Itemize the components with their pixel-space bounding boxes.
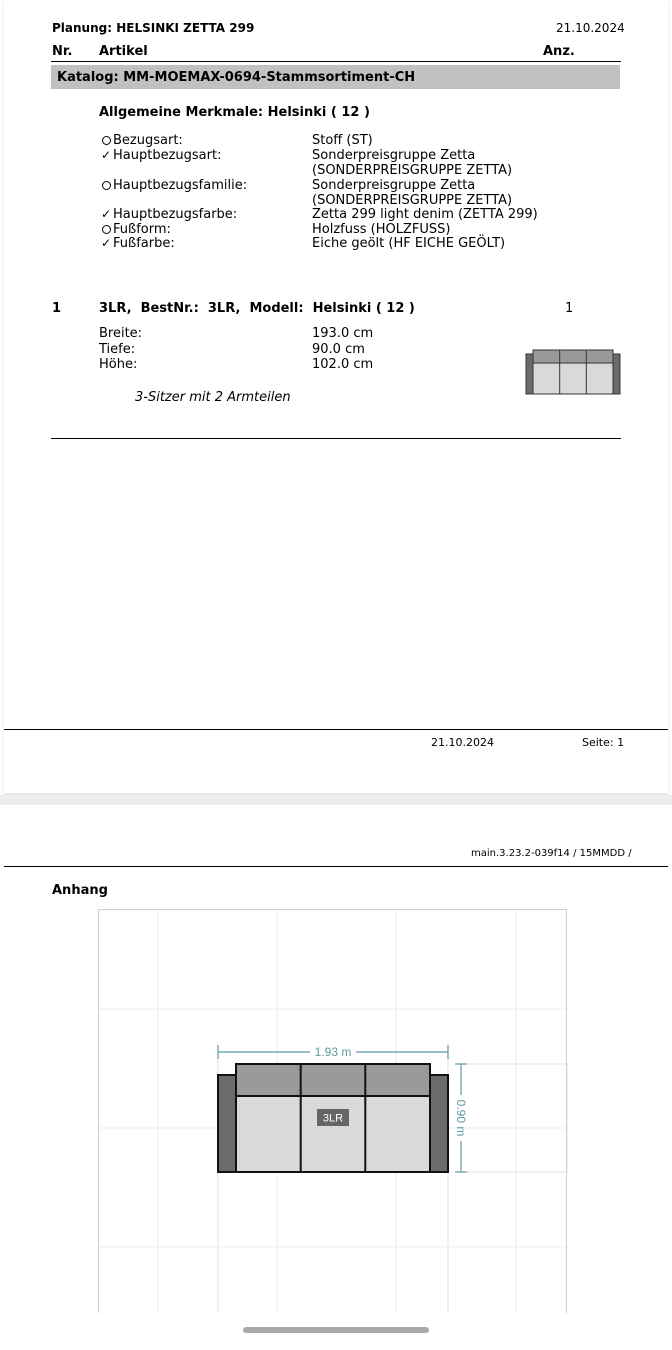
feature-value: Holzfuss (HOLZFUSS) [312, 222, 451, 237]
item-number: 1 [52, 301, 62, 316]
item-separator [51, 438, 621, 439]
feature-value: Stoff (ST) [312, 133, 373, 148]
column-anz: Anz. [543, 44, 575, 59]
header-date: 21.10.2024 [556, 21, 625, 35]
item-title: 3LR, BestNr.: 3LR, Modell: Helsinki ( 12 ) [99, 301, 415, 316]
feature-value-line2: (SONDERPREISGRUPPE ZETTA) [312, 193, 513, 208]
item-description: 3-Sitzer mit 2 Armteilen [135, 390, 291, 405]
feature-value: Sonderpreisgruppe Zetta [312, 148, 476, 163]
dim-label-hoehe: Höhe: [99, 357, 138, 372]
feature-fussform: Fußform: [99, 222, 171, 237]
attachment-heading: Anhang [52, 883, 108, 898]
feature-value-line2: (SONDERPREISGRUPPE ZETTA) [312, 163, 513, 178]
dim-label-breite: Breite: [99, 326, 143, 341]
dim-value-hoehe: 102.0 cm [312, 357, 374, 372]
sofa-label: 3LR [322, 1112, 344, 1125]
feature-fussfarbe: ✓ Fußfarbe: [100, 236, 175, 251]
feature-value: Zetta 299 light denim (ZETTA 299) [312, 207, 538, 222]
column-artikel: Artikel [99, 44, 148, 59]
footer-rule [4, 729, 668, 730]
floor-plan-drawing [98, 909, 568, 1313]
checkmark-icon: ✓ [100, 207, 112, 221]
feature-bezugsart: Bezugsart: [99, 133, 183, 148]
radio-circle-icon [99, 133, 113, 147]
page-gap [0, 795, 672, 805]
column-nr: Nr. [52, 44, 73, 59]
footer-date: 21.10.2024 [431, 736, 494, 749]
sofa-thumbnail [524, 348, 622, 396]
dim-value-breite: 193.0 cm [312, 326, 374, 341]
header-rule [51, 61, 621, 62]
catalog-title: Katalog: MM-MOEMAX-0694-Stammsortiment-CH [57, 70, 416, 85]
feature-value: Eiche geölt (HF EICHE GEÖLT) [312, 236, 506, 251]
radio-circle-icon [99, 222, 113, 236]
item-quantity: 1 [565, 301, 574, 316]
page-number: Seite: 1 [582, 736, 625, 749]
dim-value-tiefe: 90.0 cm [312, 342, 365, 357]
dim-label-tiefe: Tiefe: [99, 342, 136, 357]
feature-hauptbezugsfarbe: ✓ Hauptbezugsfarbe: [100, 207, 238, 222]
radio-circle-icon [99, 178, 113, 192]
feature-hauptbezugsfamilie: Hauptbezugsfamilie: [99, 178, 247, 193]
page2-header-rule [4, 866, 668, 867]
feature-value: Sonderpreisgruppe Zetta [312, 178, 476, 193]
home-indicator[interactable] [243, 1327, 429, 1333]
planning-title: Planung: HELSINKI ZETTA 299 [52, 21, 255, 35]
general-features-heading: Allgemeine Merkmale: Helsinki ( 12 ) [99, 105, 370, 120]
version-string: main.3.23.2-039f14 / 15MMDD / [471, 848, 632, 859]
checkmark-icon: ✓ [100, 236, 112, 250]
width-label: 1.93 m [314, 1045, 352, 1059]
depth-label: 0.90 m [454, 1099, 468, 1137]
checkmark-icon: ✓ [100, 148, 112, 162]
feature-hauptbezugsart: ✓ Hauptbezugsart: [100, 148, 222, 163]
